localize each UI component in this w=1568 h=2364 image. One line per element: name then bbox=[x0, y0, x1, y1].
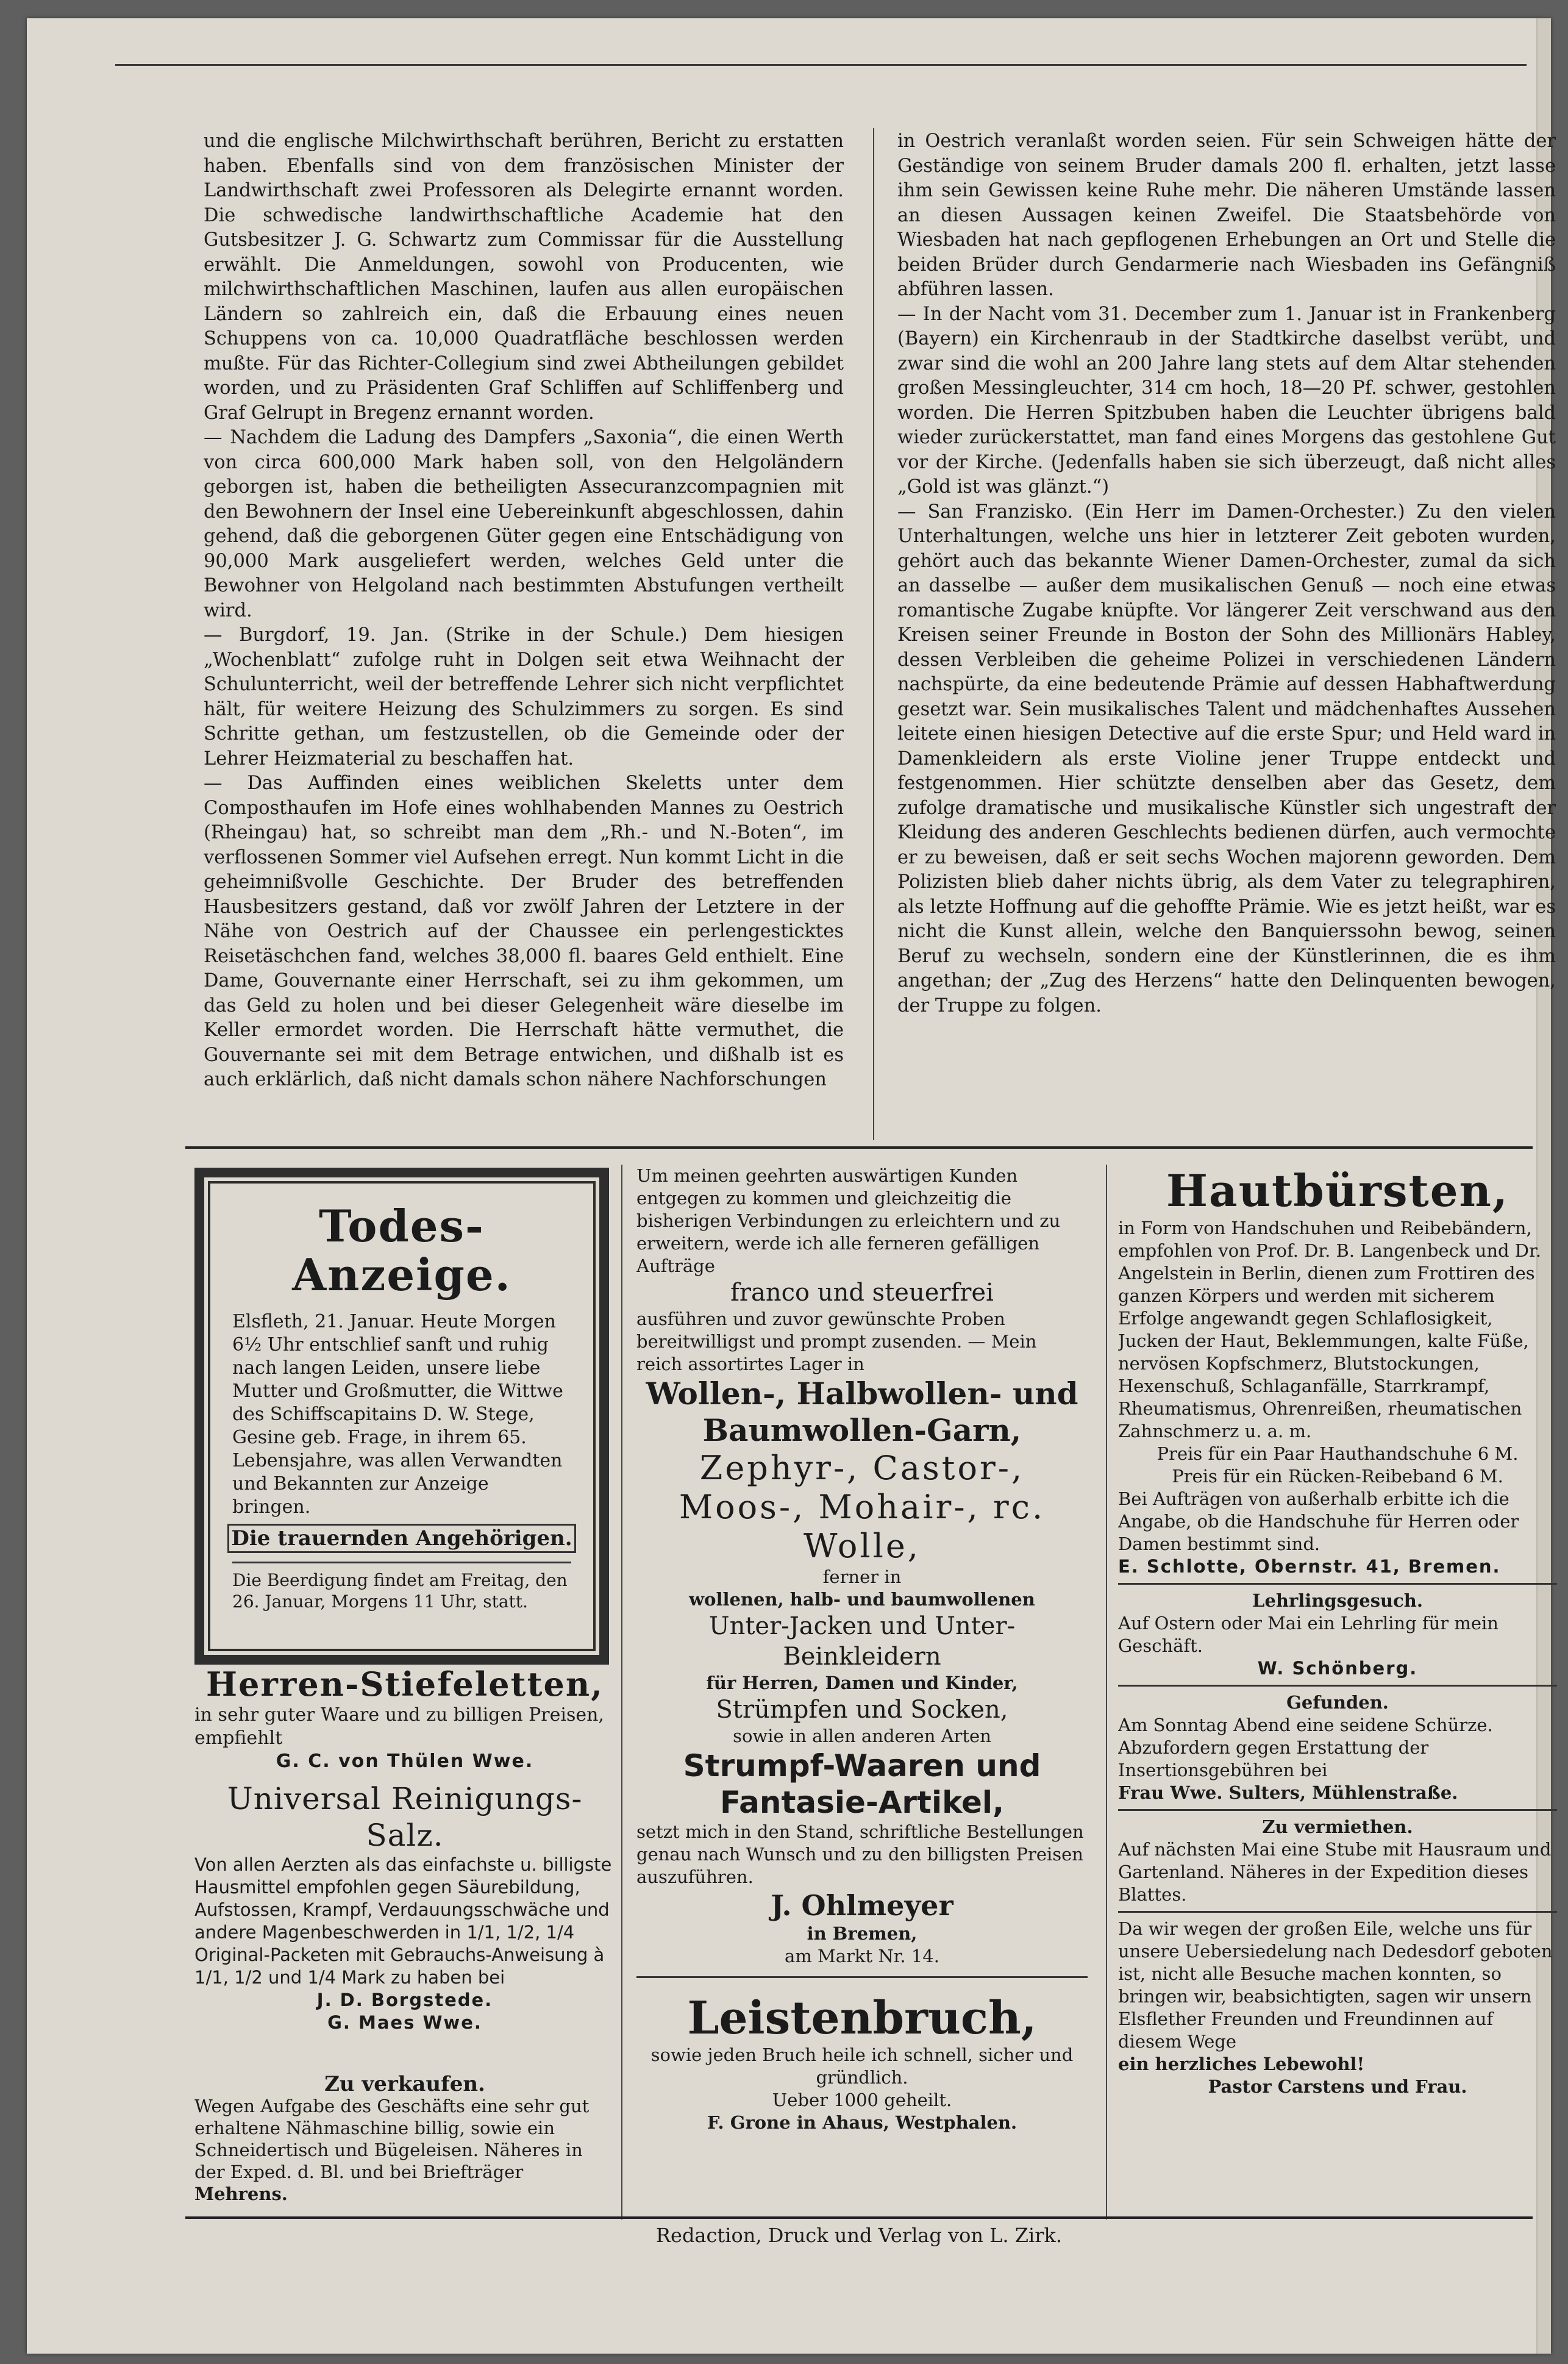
wool-sowie: sowie in allen anderen Arten bbox=[733, 1726, 991, 1746]
wool-heading-3: wollenen, halb- und baumwollenen bbox=[689, 1589, 1035, 1610]
brush-title: Hautbürsten, bbox=[1166, 1165, 1509, 1216]
salz-firm-1: J. D. Borgstede. bbox=[316, 1990, 493, 2010]
wool-ad bbox=[636, 1165, 1088, 2219]
bruch-text: sowie jeden Bruch heile ich schnell, sicher und gründlich. bbox=[650, 2044, 1074, 2088]
death-notice-funeral: Die Beerdigung findet am Freitag, den 26. Januar, Morgens 11 Uhr, statt. bbox=[232, 1562, 571, 1612]
wool-heading-5: Strümpfen und Socken, bbox=[716, 1696, 1008, 1724]
wool-city: in Bremen, bbox=[807, 1923, 918, 1944]
wool-heading-6: Strumpf-Waaren und Fantasie-Artikel, bbox=[683, 1748, 1041, 1820]
right-divider-4 bbox=[1118, 1911, 1557, 1913]
sale-ad bbox=[194, 2073, 615, 2213]
bruch-count: Ueber 1000 geheilt. bbox=[772, 2090, 952, 2110]
right-divider-3 bbox=[1118, 1809, 1557, 1811]
column-divider bbox=[873, 128, 874, 1140]
brush-firm: E. Schlotte, Obernstr. 41, Bremen. bbox=[1118, 1556, 1501, 1577]
death-notice-title: Todes-Anzeige. bbox=[292, 1200, 511, 1301]
article-milk-exhibition: und die englische Milchwirthschaft berühren, Bericht zu erstatten haben. Ebenfalls sind von dem französischen Minister der Landwirthschaft zwei Professoren als Delegirte ernannt worden. Die schwedische landwirthschaftliche Academie hat den Gutsbesitzer J. G. Schwartz zum Commissar für die Ausstellung erwählt. Die Anmeldungen, sowohl von Producenten, wie milchwirthschaftlichen Maschinen, laufen aus allen europäischen Ländern so zahlreich ein, daß die Erbauung eines neuen Schuppens von ca. 10,000 Quadratfläche beschlossen werden mußte. Für das Richter-Collegium sind zwei Abtheilungen gebildet worden, und zu Präsidenten Graf Schliffen auf Schliffenberg und Graf Gelrupt in Bregenz ernannt worden. bbox=[204, 130, 844, 424]
right-ads bbox=[1118, 1165, 1557, 2219]
bruch-title: Leistenbruch, bbox=[687, 1992, 1037, 2044]
wool-address: am Markt Nr. 14. bbox=[785, 1946, 939, 1966]
boots-ad bbox=[194, 1665, 615, 1774]
article-saxonia: — Nachdem die Ladung des Dampfers „Saxonia“, die einen Werth von circa 600,000 Mark haben soll, von den Helgoländern geborgen ist, haben die betheiligten Assecuranzcompagnien mit den Bewohnern der Insel eine Uebereinkunft abgeschlossen, dahin gehend, daß die geborgenen Güter gegen eine Entschädigung von 90,000 Mark ausgeliefert werden, welches Geld unter die Bewohner von Helgoland nach bestimmten Abstufungen vertheilt wird. bbox=[204, 427, 844, 621]
boots-text: in sehr guter Waare und zu billigen Preisen, empfiehlt bbox=[194, 1704, 604, 1749]
ad-column-divider-1 bbox=[621, 1165, 622, 2219]
imprint-footer: Redaction, Druck und Verlag von L. Zirk. bbox=[185, 2216, 1533, 2248]
wool-firm: J. Ohlmeyer bbox=[771, 1889, 953, 1922]
article-burgdorf: — Burgdorf, 19. Jan. (Strike in der Schule.) Dem hiesigen „Wochenblatt“ zufolge ruht in Dolgen seit etwa Weihnacht der Schulunterricht, weil der betreffende Lehrer sich nicht verpflichtet hält, für weitere Heizung des Schulzimmers zu sorgen. Es sind Schritte gethan, um festzustellen, ob die Gemeinde oder der Lehrer Heizmaterial zu beschaffen hat. bbox=[204, 624, 844, 770]
farewell-greeting: ein herzliches Lebewohl! bbox=[1118, 2054, 1365, 2074]
wool-heading-1: Wollen-, Halbwollen- und Baumwollen-Garn, bbox=[646, 1376, 1078, 1448]
found-text: Am Sonntag Abend eine seidene Schürze. Abzufordern gegen Erstattung der Insertionsgebühren bei bbox=[1118, 1715, 1493, 1780]
rent-text: Auf nächsten Mai eine Stube mit Hausraum und Gartenland. Näheres in der Expedition dieses Blattes. bbox=[1118, 1839, 1552, 1905]
right-text-column bbox=[897, 129, 1556, 1135]
bruch-firm: F. Grone in Ahaus, Westphalen. bbox=[707, 2112, 1017, 2133]
left-text-column bbox=[204, 129, 844, 1135]
wool-heading-2: Zephyr-, Castor-, Moos-, Mohair-, rc. Wolle, bbox=[679, 1449, 1046, 1565]
article-oestrich-cont: in Oestrich veranlaßt worden seien. Für sein Schweigen hätte der Geständige von seinem Bruder damals 200 fl. erhalten, jetzt lasse ihm sein Gewissen keine Ruhe mehr. Die näheren Umstände lassen an diesen Aussagen keinen Zweifel. Die Staatsbehörde von Wiesbaden hat nach gepflogenen Erhebungen an Ort und Stelle die beiden Brüder durch Gendarmerie nach Wiesbaden ins Gefängniß abführen lassen. bbox=[897, 130, 1556, 300]
death-notice-ad bbox=[194, 1168, 609, 1665]
farewell-text: Da wir wegen der großen Eile, welche uns für unsere Uebersiedelung nach Dedesdorf geboten ist, nicht alle Besuche machen konnten, so bringen wir, beabsichtigten, sagen wir unsern Elsflether Freunden und Freundinnen auf diesem Wege bbox=[1118, 1918, 1553, 2052]
wool-ferner: ferner in bbox=[822, 1566, 902, 1587]
article-frankenberg: — In der Nacht vom 31. December zum 1. Januar ist in Frankenberg (Bayern) ein Kirchenraub in der Stadtkirche daselbst verübt, und zwar sind die wohl an 200 Jahre lang stets auf dem Altar stehenden großen Messingleuchter, 314 cm hoch, 18—20 Pf. schwer, gestohlen worden. Die Herren Spitzbuben haben die Leuchter übrigens bald wieder zurückerstattet, man fand eines Morgens das gestohlene Gut vor der Kirche. (Jedenfalls haben sie sich überzeugt, daß nicht alles „Gold ist was glänzt.“) bbox=[897, 303, 1556, 498]
brush-price-2: Preis für ein Rücken-Reibeband 6 M. bbox=[1172, 1466, 1503, 1487]
newspaper-page bbox=[27, 18, 1556, 2354]
sale-name: Mehrens. bbox=[194, 2184, 288, 2204]
right-divider-1 bbox=[1118, 1583, 1557, 1585]
brush-price-1: Preis für ein Paar Hauthandschuhe 6 M. bbox=[1156, 1443, 1519, 1464]
salz-ad bbox=[194, 1780, 615, 2070]
article-san-francisco: — San Franzisko. (Ein Herr im Damen-Orchester.) Zu den vielen Unterhaltungen, welche uns hier in letzterer Zeit geboten wurden, gehört auch das bekannte Wiener Damen-Orchester, zumal da sich an dasselbe — außer dem musikalischen Genuß — noch eine etwas romantische Zugabe knüpfte. Vor längerer Zeit verschwand aus den Kreisen seiner Freunde in Boston der Sohn des Millionärs Habley, dessen Verbleiben die geheime Polizei in verschiedenen Ländern nachspürte, da eine bedeutende Prämie auf dessen Habhaftwerdung gesetzt war. Sein musikalisches Talent und mädchenhaftes Aussehen leitete einen hiesigen Detective auf die erste Spur; und Held ward in Damenkleidern als erste Violine jener Truppe entdeckt und festgenommen. Hier schützte denselben aber das Gesetz, dem zufolge dramatische und musikalische Künstler sich ungestraft der Kleidung des anderen Geschlechts bedienen dürfen, auch vermochte er zu beweisen, daß er seit sechs Wochen majorenn geworden. Dem Polizisten blieb daher nichts übrig, als dem Vater zu telegraphiren, als letzte Hoffnung auf die gehoffte Prämie. Wie es jetzt heißt, war es nicht die Kunst allein, welche den Banquierssohn bewog, seinen Beruf zu wechseln, sondern eine der Künstlerinnen, die es ihm angethan; der „Zug des Herzens“ hatte den Delinquenten bewogen, der Truppe zu folgen. bbox=[897, 501, 1556, 1016]
death-notice-signature: Die trauernden Angehörigen. bbox=[227, 1524, 576, 1553]
found-title: Gefunden. bbox=[1286, 1692, 1389, 1713]
ads-separator-rule bbox=[185, 1146, 1533, 1149]
apprentice-text: Auf Ostern oder Mai ein Lehrling für mein Geschäft. bbox=[1118, 1613, 1499, 1656]
death-notice-text: Elsfleth, 21. Januar. Heute Morgen 6½ Uhr entschlief sanft und ruhig nach langen Leiden, unsere liebe Mutter und Großmutter, die Wittwe des Schiffscapitains D. W. Stege, Gesine geb. Frage, in ihrem 65. Lebensjahre, was allen Verwandten und Bekannten zur Anzeige bringen. bbox=[232, 1311, 563, 1518]
wool-fuer: für Herren, Damen und Kinder, bbox=[706, 1673, 1018, 1693]
apprentice-firm: W. Schönberg. bbox=[1257, 1658, 1418, 1679]
wool-heading-4: Unter-Jacken und Unter-Beinkleidern bbox=[708, 1612, 1016, 1671]
wool-franco: franco und steuerfrei bbox=[730, 1279, 994, 1307]
farewell-sign: Pastor Carstens und Frau. bbox=[1208, 2076, 1467, 2097]
salz-firm-2: G. Maes Wwe. bbox=[327, 2012, 482, 2033]
salz-title: Universal Reinigungs-Salz. bbox=[227, 1781, 583, 1853]
right-divider-2 bbox=[1118, 1685, 1557, 1687]
wool-end: setzt mich in den Stand, schriftliche Bestellungen genau nach Wunsch und zu den billigsten Preisen auszuführen. bbox=[636, 1821, 1084, 1887]
ad-column-divider-2 bbox=[1106, 1165, 1107, 2219]
wool-middle: ausführen und zuvor gewünschte Proben bereitwilligst und prompt zusenden. — Mein reich assortirtes Lager in bbox=[636, 1309, 1037, 1374]
rent-title: Zu vermiethen. bbox=[1262, 1816, 1413, 1837]
sale-text: Wegen Aufgabe des Geschäfts eine sehr gut erhaltene Nähmaschine billig, sowie ein Schneidertisch und Bügeleisen. Näheres in der Exped. d. Bl. und bei Briefträger bbox=[194, 2096, 590, 2182]
wool-intro: Um meinen geehrten auswärtigen Kunden entgegen zu kommen und gleichzeitig die bisherigen Verbindungen zu erleichtern und zu erweitern, werde ich alle ferneren gefälligen Aufträge bbox=[636, 1165, 1061, 1276]
boots-title: Herren-Stiefeletten, bbox=[206, 1665, 604, 1704]
apprentice-title: Lehrlingsgesuch. bbox=[1252, 1590, 1423, 1611]
brush-note: Bei Aufträgen von außerhalb erbitte ich die Angabe, ob die Handschuhe für Herren oder Damen bestimmt sind. bbox=[1118, 1488, 1519, 1554]
article-skeleton: — Das Auffinden eines weiblichen Skeletts unter dem Composthaufen im Hofe eines wohlhabenden Mannes zu Oestrich (Rheingau) hat, so schreibt man dem „Rh.- und N.-Boten“, im verflossenen Sommer viel Aufsehen erregt. Nun kommt Licht in die geheimnißvolle Geschichte. Der Bruder des betreffenden Hausbesitzers gestand, daß vor zwölf Jahren der Letztere in der Nähe von Oestrich auf der Chaussee ein perlengesticktes Reisetäschchen fand, welches 38,000 fl. baares Geld enthielt. Eine Dame, Gouvernante einer Herrschaft, sei zu ihm gekommen, um das Geld zu holen und bei dieser Gelegenheit wäre dieselbe im Keller ermordet worden. Die Herrschaft hätte vermuthet, die Gouvernante sei mit dem Betrage entwichen, und dißhalb ist es auch erklärlich, daß nicht damals schon nähere Nachforschungen bbox=[204, 773, 844, 1090]
found-firm: Frau Wwe. Sulters, Mühlenstraße. bbox=[1118, 1782, 1458, 1803]
sale-title: Zu verkaufen. bbox=[324, 2073, 485, 2096]
mid-divider bbox=[636, 1976, 1088, 1978]
header-rule bbox=[115, 64, 1527, 66]
boots-firm: G. C. von Thülen Wwe. bbox=[276, 1751, 534, 1772]
brush-text: in Form von Handschuhen und Reibebändern, empfohlen von Prof. Dr. B. Langenbeck und Dr. Angelstein in Berlin, dienen zum Frottiren des ganzen Körpers und werden mit sicherem Erfolge angewandt gegen Schlaflosigkeit, Jucken der Haut, Beklemmungen, kalte Füße, nervösen Kopfschmerz, Blutstockungen, Hexenschuß, Schlaganfälle, Starrkrampf, Rheumatismus, Ohrenreißen, rheumatischen Zahnschmerz u. a. m. bbox=[1118, 1218, 1541, 1441]
salz-text: Von allen Aerzten als das einfachste u. billigste Hausmittel empfohlen gegen Säurebildung, Aufstossen, Krampf, Verdauungsschwäche und andere Magenbeschwerden in 1/1, 1/2, 1/4 Original-Packeten mit Gebrauchs-Anweisung à 1/1, 1/2 und 1/4 Mark zu haben bei bbox=[194, 1854, 612, 1988]
